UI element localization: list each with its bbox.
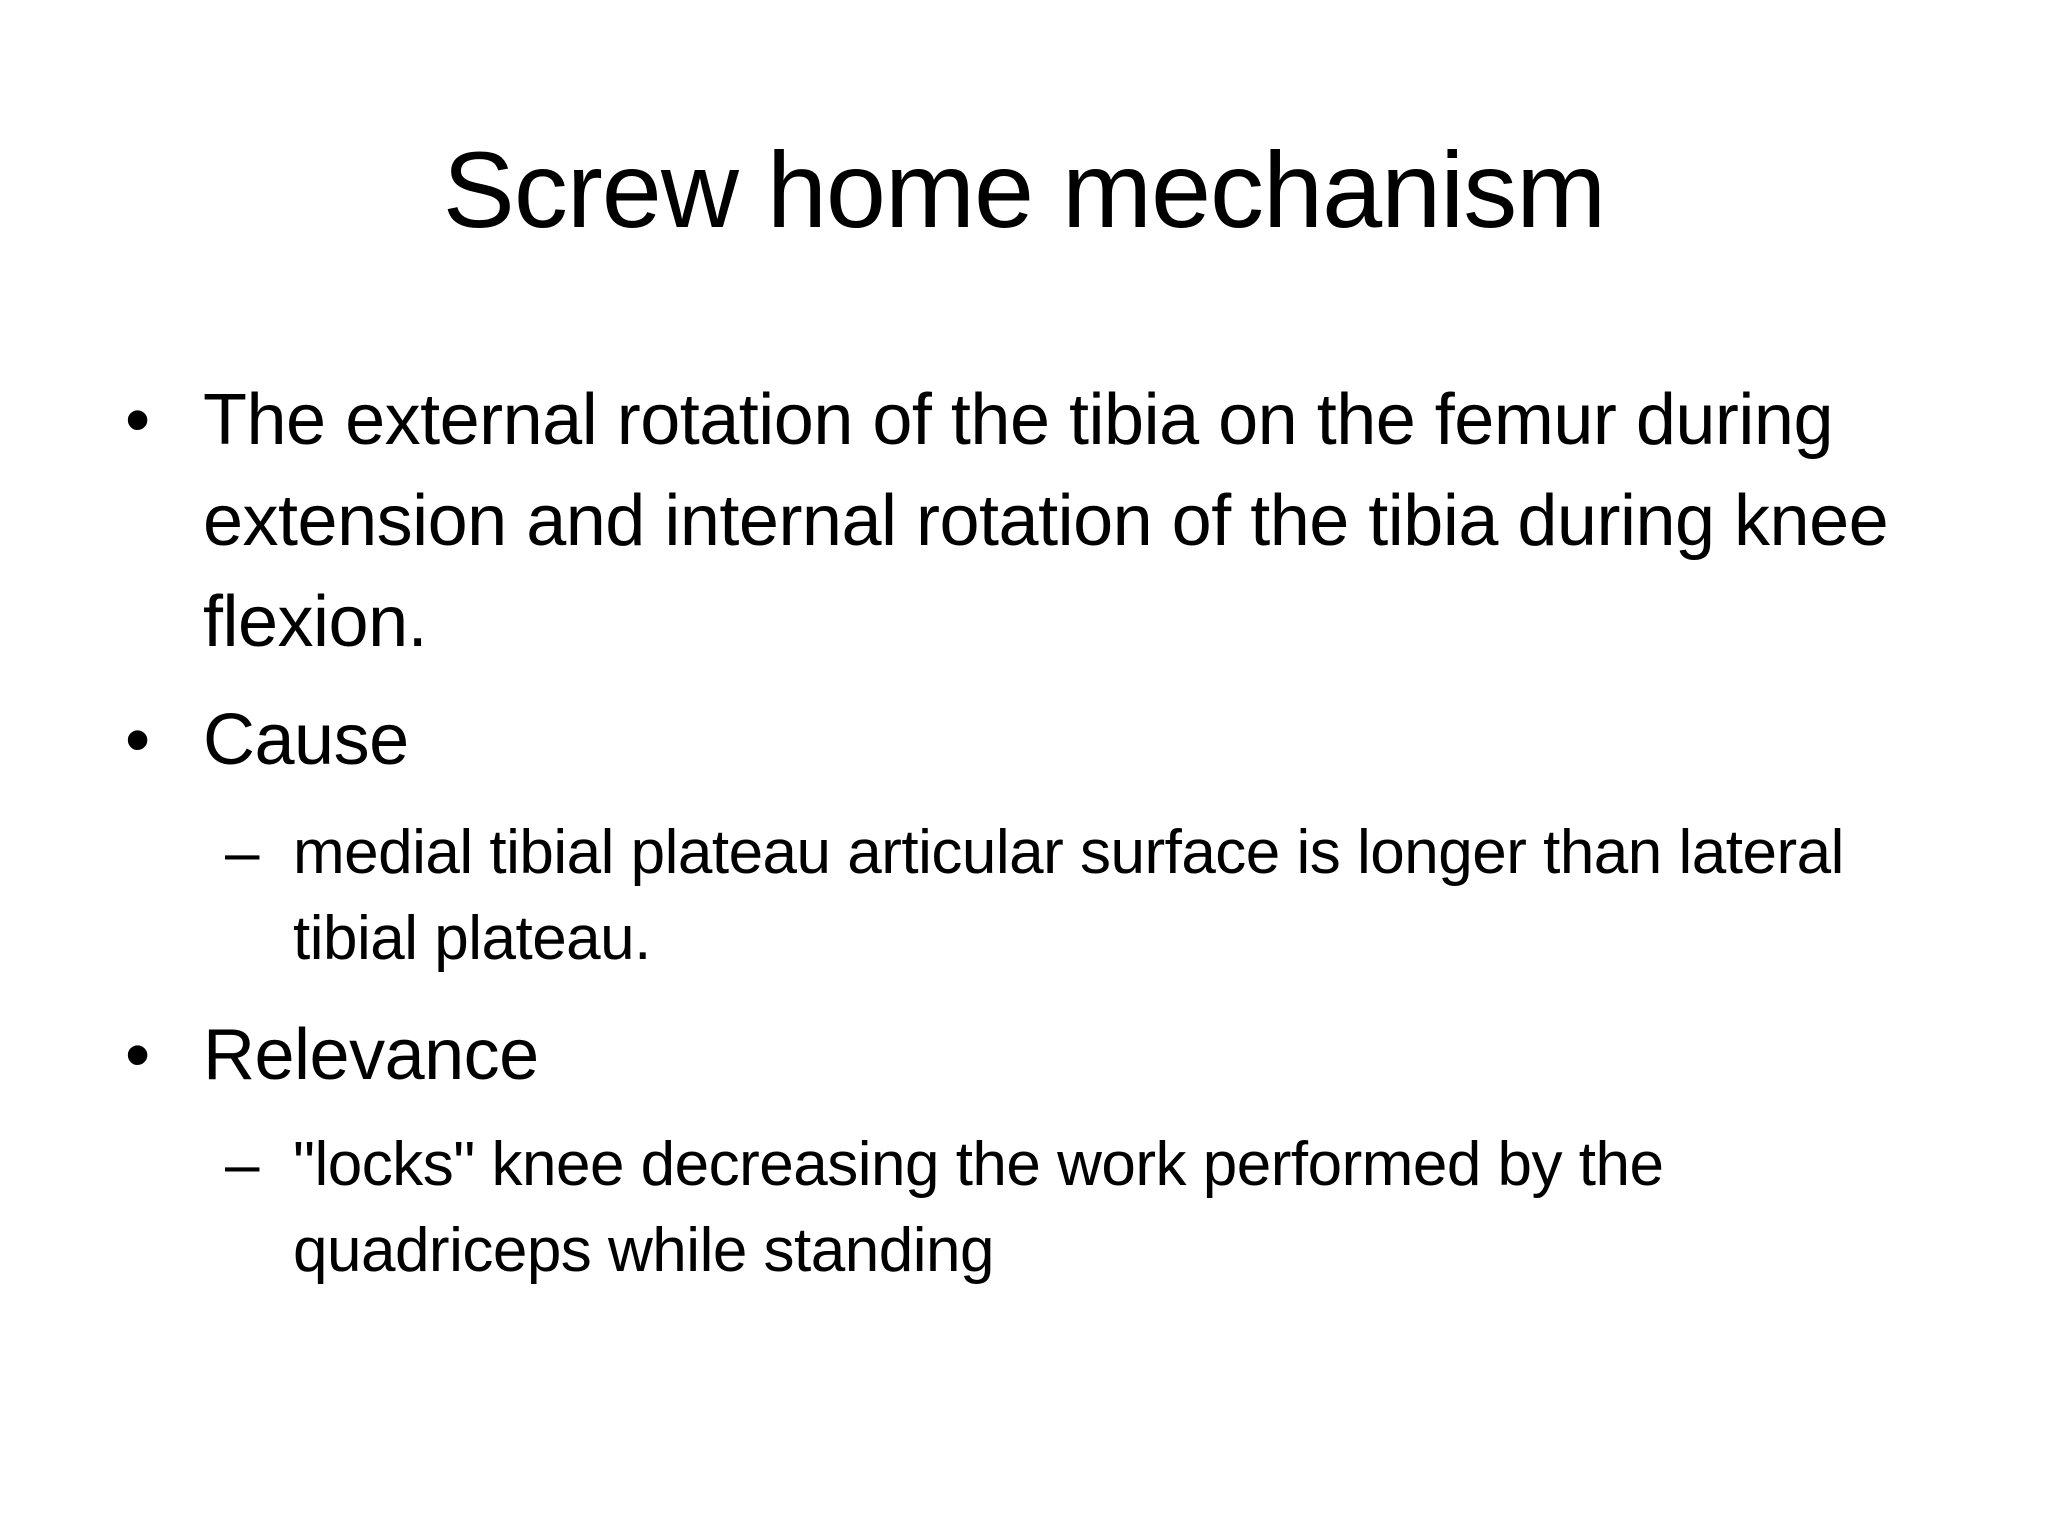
sub-bullet-text-cause: medial tibial plateau articular surface is longer than lateral tibial plateau.	[293, 818, 1844, 973]
bullet-text-relevance: Relevance	[203, 1015, 539, 1095]
bullet-dot-icon: •	[125, 1015, 151, 1095]
sub-bullet-text-relevance: "locks" knee decreasing the work performed by the quadriceps while standing	[293, 1130, 1664, 1285]
dash-icon: –	[225, 818, 260, 887]
bullet-text-definition: The external rotation of the tibia on the femur during extension and internal rotation of the tibia during knee flexion.	[203, 380, 1889, 662]
bullet-dot-icon: •	[125, 380, 151, 460]
dash-icon: –	[225, 1130, 260, 1199]
bullet-dot-icon: •	[125, 700, 151, 780]
bullet-text-cause: Cause	[203, 700, 409, 780]
slide-title: Screw home mechanism	[442, 129, 1606, 250]
